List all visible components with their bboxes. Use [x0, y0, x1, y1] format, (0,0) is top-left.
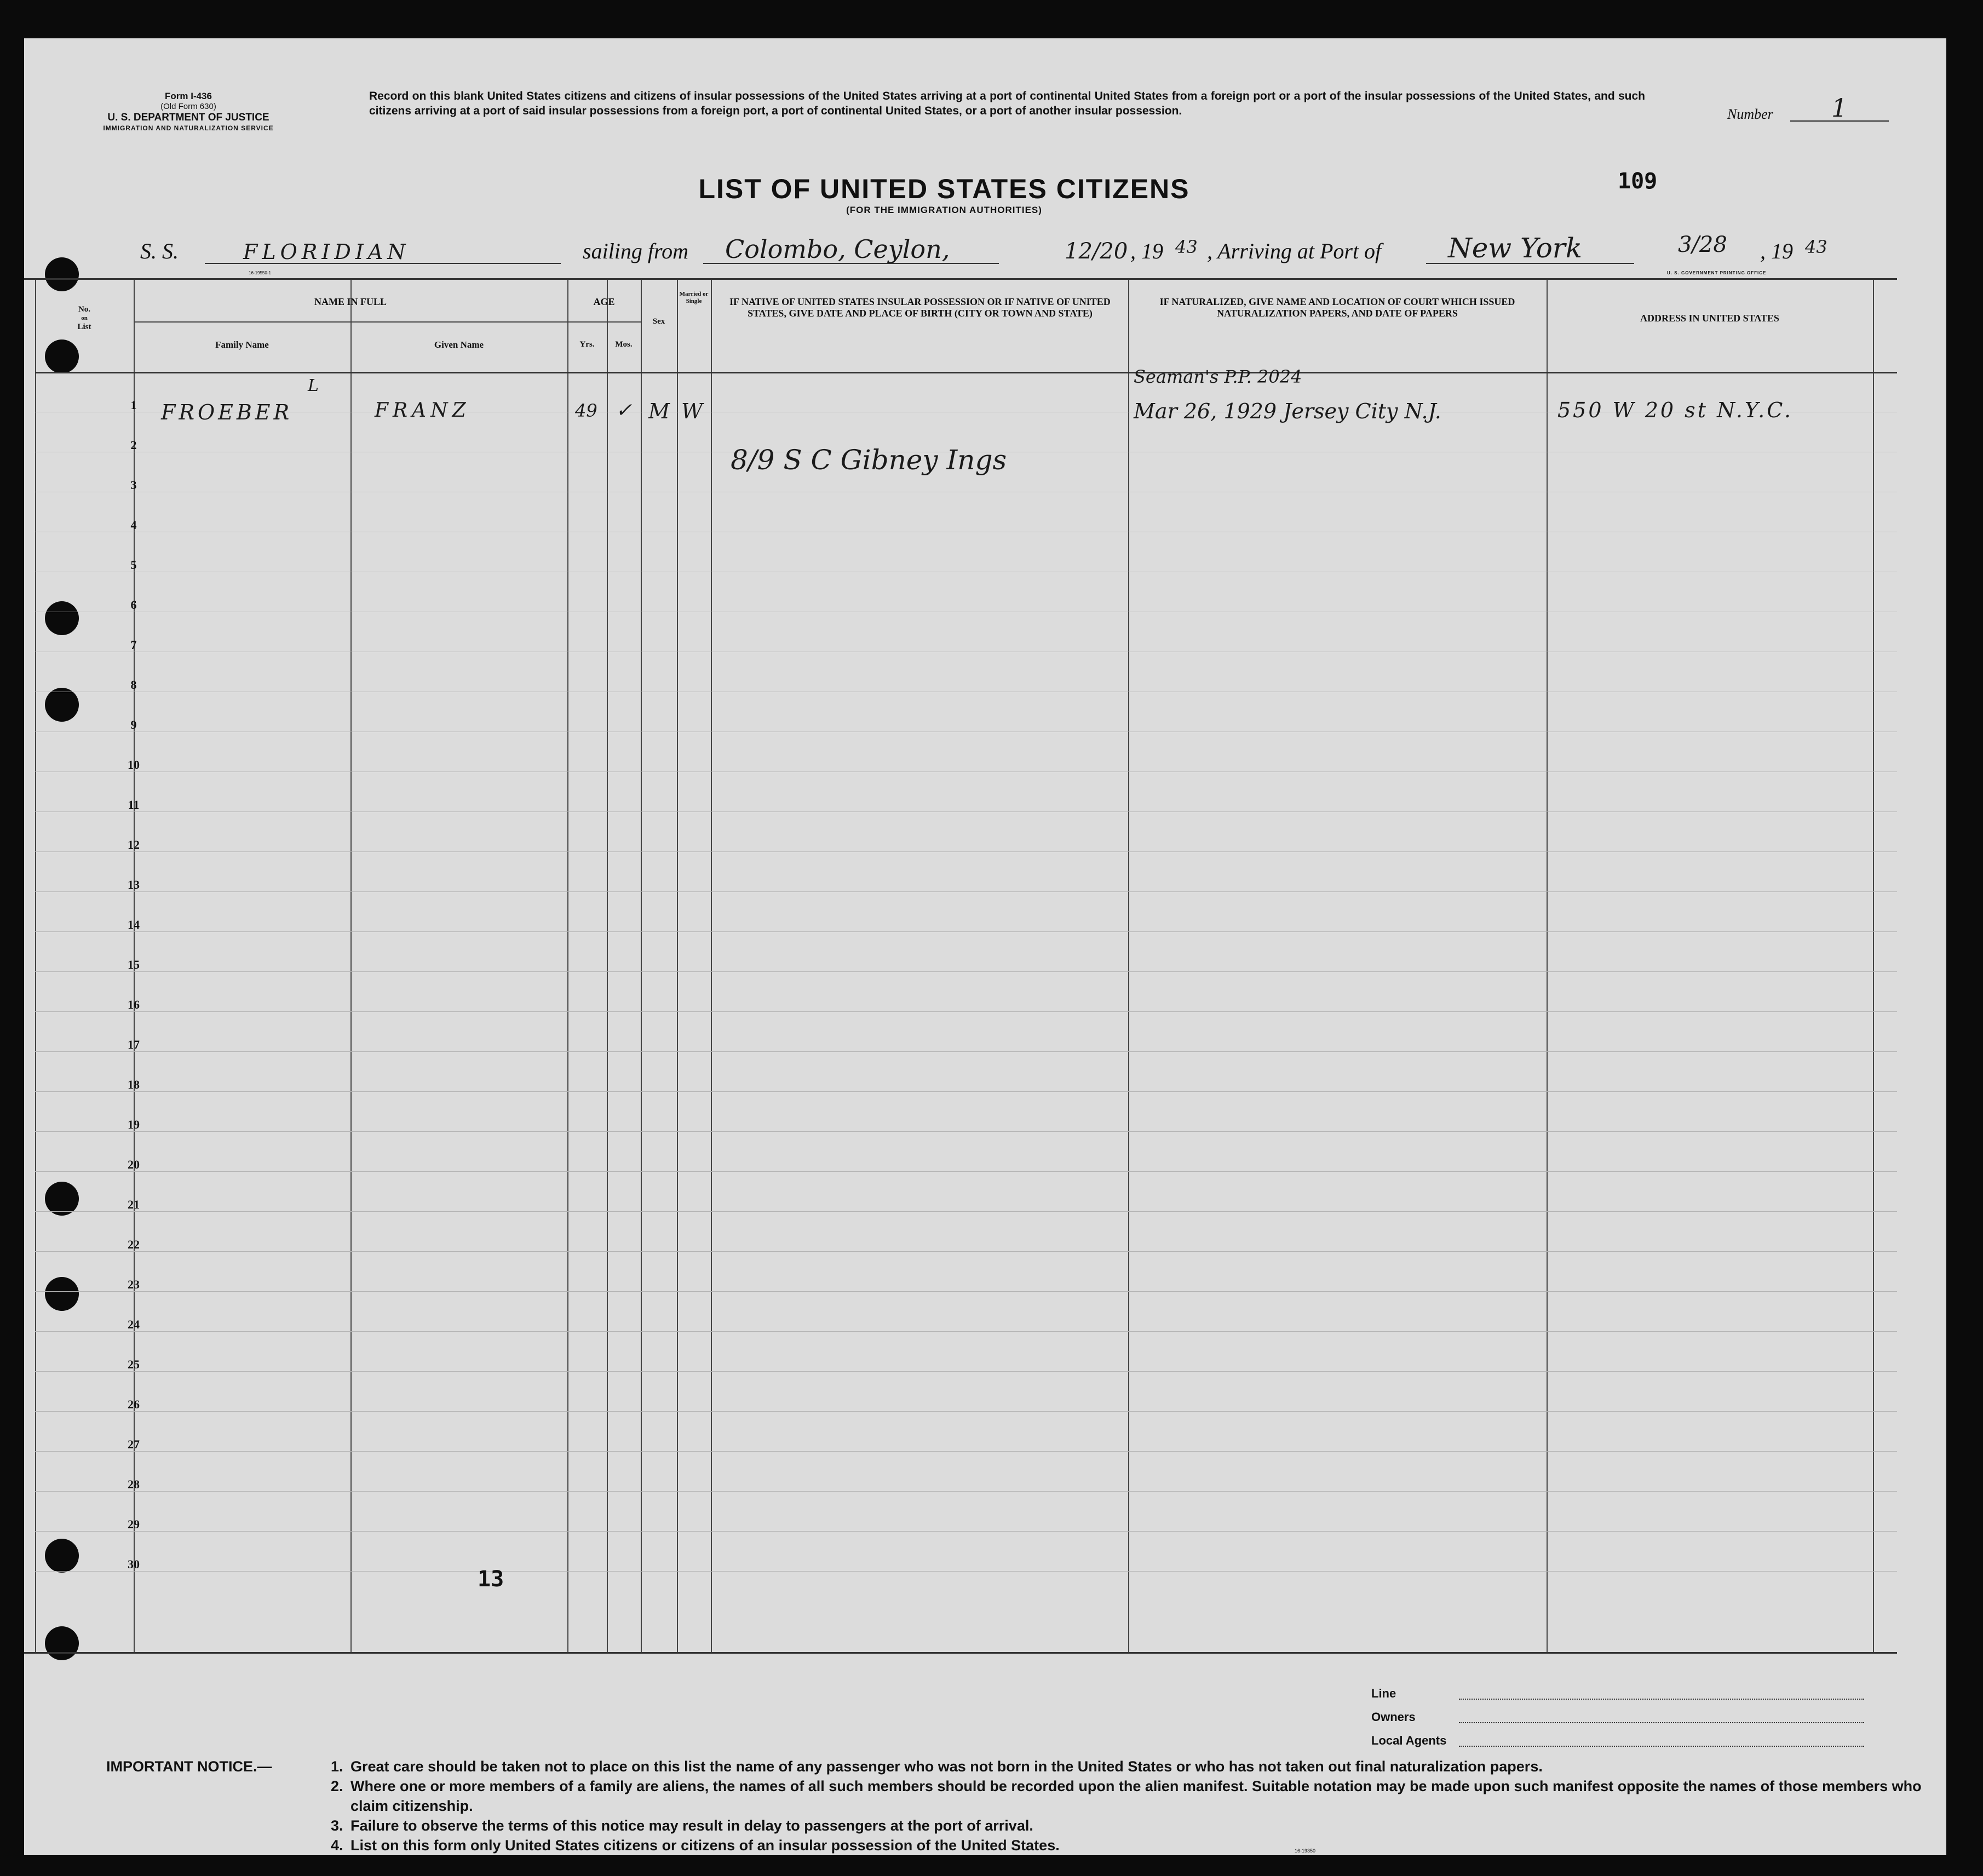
notice-item — [331, 1816, 1939, 1835]
col-naturalized: IF NATURALIZED, GIVE NAME AND LOCATION OF COURT WHICH ISSUED NATURALIZATION PAPERS, AND DATE OF PAPERS — [1159, 296, 1515, 319]
row-number: 10 — [128, 758, 140, 772]
entry-birth-note: 8/9 S C Gibney Ings — [731, 444, 1007, 476]
notice-heading: IMPORTANT NOTICE.— — [106, 1758, 272, 1775]
row-number: 9 — [130, 718, 137, 732]
row-number: 26 — [128, 1397, 140, 1411]
row-line — [35, 1131, 1897, 1132]
row-line — [35, 1411, 1897, 1412]
notice-item-text: Where one or more members of a family are aliens, the names of all such members should be recorded upon the alien manifest. Suitable notation may be made upon such manifest opposite the names of those members who claim citizenship. — [350, 1778, 1922, 1814]
entry-family-name: FROEBER — [161, 400, 293, 424]
row-number: 6 — [130, 598, 137, 612]
department: U. S. DEPARTMENT OF JUSTICE — [107, 112, 269, 124]
arriving-label: , Arriving at Port of — [1207, 239, 1382, 263]
row-number: 30 — [128, 1557, 140, 1571]
row-number: 25 — [128, 1357, 140, 1371]
printing-office: U. S. GOVERNMENT PRINTING OFFICE — [1667, 271, 1767, 275]
col-age-mos: Mos. — [615, 340, 633, 349]
entry-sex: M — [648, 399, 670, 423]
form-instructions: Record on this blank United States citizens and citizens of insular possessions of the United States arriving at a port of continental United States from a foreign port or a port of the insular possessions of the United States, and such citizens arriving at a port of said insular possessions from a foreign port, a port of continental United States, or a port of another insular possession. — [369, 90, 1645, 117]
entry-age-months: ✓ — [616, 399, 633, 422]
row-number: 11 — [128, 798, 140, 812]
sailing-year: 43 — [1175, 237, 1198, 257]
row-line — [35, 931, 1897, 932]
row-number: 28 — [128, 1477, 140, 1491]
notice-item — [331, 1835, 1939, 1855]
row-line — [35, 1571, 1897, 1572]
col-address: ADDRESS IN UNITED STATES — [1640, 313, 1779, 324]
notice-list — [331, 1757, 1939, 1855]
row-number: 2 — [130, 438, 137, 452]
notice-item-number: 2. — [331, 1778, 343, 1794]
entry-given-name: FRANZ — [375, 399, 470, 422]
row-number: 29 — [128, 1517, 140, 1531]
row-number: 18 — [128, 1078, 140, 1091]
row-number: 15 — [128, 958, 140, 971]
entry-married: W — [681, 399, 703, 423]
notice-item-number: 4. — [331, 1837, 343, 1854]
ship-name: FLORIDIAN — [243, 240, 410, 264]
number-label: Number — [1727, 106, 1773, 122]
row-number: 1 — [130, 398, 137, 412]
notice-item-text: Failure to observe the terms of this notice may result in delay to passengers at the port of arrival. — [350, 1817, 1033, 1834]
page-subtitle: (FOR THE IMMIGRATION AUTHORITIES) — [846, 205, 1042, 215]
notice-item — [331, 1776, 1939, 1816]
entry-naturalization-line1: Seaman's P.P. 2024 — [1134, 366, 1302, 387]
row-number: 17 — [128, 1038, 140, 1051]
row-number: 3 — [130, 478, 137, 492]
sailing-year-prefix: , 19 — [1130, 239, 1163, 263]
notice-item-text: Great care should be taken not to place on this list the name of any passenger who was not born in the United States or who has not taken out final naturalization papers. — [350, 1758, 1543, 1775]
row-number: 12 — [128, 838, 140, 851]
row-number: 13 — [128, 878, 140, 891]
notice-item-number: 3. — [331, 1817, 343, 1834]
arrival-port: New York — [1448, 232, 1582, 264]
row-number: 23 — [128, 1277, 140, 1291]
col-sex: Sex — [652, 317, 665, 326]
old-form-number: (Old Form 630) — [160, 102, 216, 112]
notice-item-text: List on this form only United States citizens or citizens of an insular possession of the United States. — [350, 1837, 1060, 1854]
service: IMMIGRATION AND NATURALIZATION SERVICE — [103, 124, 274, 133]
voyage-line — [24, 230, 1946, 268]
col-given-name: Given Name — [434, 339, 484, 350]
sailing-label: sailing from — [583, 239, 688, 263]
notice-item-number: 1. — [331, 1758, 343, 1775]
stamp-number: 109 — [1618, 169, 1658, 194]
arrival-year: 43 — [1805, 237, 1827, 257]
col-no: No. on List — [77, 305, 91, 331]
sheet-number: 1 — [1831, 93, 1848, 123]
row-line — [35, 1211, 1897, 1212]
row-number: 16 — [128, 998, 140, 1011]
ss-label: S. S. — [140, 239, 179, 263]
sailing-from: Colombo, Ceylon, — [725, 234, 950, 264]
page-title: LIST OF UNITED STATES CITIZENS — [698, 174, 1190, 204]
form-number: Form I-436 — [165, 91, 212, 101]
entry-naturalization-line2: Mar 26, 1929 Jersey City N.J. — [1134, 399, 1441, 423]
row-line — [35, 1091, 1897, 1092]
row-line — [35, 1531, 1897, 1532]
manifest-page: Form I-436 (Old Form 630) U. S. DEPARTMENT OF JUSTICE IMMIGRATION AND NATURALIZATION SERVICE Record on this blank United States citizens and citizens of insular possessions of the United States arriving at a port of continental United States from a foreign port or a port of the insular possessions of the United States, and such citizens arriving at a port of said insular possessions from a foreign port, a port of continental United States, or a port of another insular possession. Number 1 109 LIST OF UNITED STATES CITIZENS (FOR THE IMMIGRATION AUTHORITIES) S. S. FLORIDIAN sailing from Colombo, Ceylon, 12/20 , 19 43 , Arriving at Port of New York 3/28 , 19 43 16-19550-1 U. S. GOVERNMENT PRINTING OFFICE No. on List NAME IN FULL Family Name Given Name AGE Yrs. Mos. Sex Married or Single IF NATIVE OF UNITED STATES INSULAR POSSESSION OR IF NATIVE OF UNITED STATES, GIVE DATE AND PLACE OF BIRTH (CITY OR TOWN AND STATE) IF NATURALIZED, GIVE NAME AND LOCATION OF COURT WHICH ISSUED NATURALIZATION PAPERS, AND DATE OF PAPERS ADDRESS IN UNITED STATES 1 2 3 4 5 6 7 8 9 10 11 12 13 14 15 16 17 18 19 20 21 22 23 24 25 26 27 28 29 30 FROEBER L FRANZ 49 ✓ M W 8/9 S C Gibney Ings Seaman's P.P. 2024 Mar 26, 1929 Jersey City N.J. 550 W 20 st N.Y.C. 13 Line Owners Local Agents IMPORTANT NOTICE.— 1. Great care should be taken not to place on this list the name of any passenger who was not born in the United States or who has not taken out final naturalization papers. 2. Where one or more members of a family are aliens, the names of all such members should be recorded upon the alien manifest. Suitable notation may be made upon such manifest opposite the names of those members who claim citizenship. 3. Failure to observe the terms of this notice may result in delay to passengers at the port of arrival. 4. List on this form only United States citizens or citizens of an insular possession of the United States. 16-19350 — [24, 38, 1946, 1855]
row-line — [35, 1331, 1897, 1332]
col-family-name: Family Name — [215, 339, 269, 350]
row-number: 14 — [128, 918, 140, 931]
row-line — [35, 1291, 1897, 1292]
entry-age-years: 49 — [575, 400, 597, 421]
col-name-in-full: NAME IN FULL — [314, 296, 387, 307]
form-identifier — [73, 91, 303, 133]
row-line — [35, 1371, 1897, 1372]
row-number: 7 — [130, 638, 137, 652]
row-number: 20 — [128, 1158, 140, 1171]
page-count-mark: 13 — [478, 1567, 504, 1592]
form-code: 16-19550-1 — [249, 271, 271, 275]
row-line — [35, 1171, 1897, 1172]
row-number: 5 — [130, 558, 137, 572]
entry-family-name-correction: L — [308, 376, 319, 395]
arrival-date: 3/28 — [1678, 232, 1727, 257]
col-married: Married or Single — [679, 291, 709, 304]
row-number: 27 — [128, 1437, 140, 1451]
citizens-table — [24, 278, 1897, 1654]
row-line — [35, 1491, 1897, 1492]
row-line — [35, 1451, 1897, 1452]
row-number: 21 — [128, 1198, 140, 1211]
col-age-yrs: Yrs. — [579, 340, 595, 349]
col-age: AGE — [593, 296, 615, 307]
notice-item — [331, 1757, 1939, 1776]
row-number: 19 — [128, 1118, 140, 1131]
row-line — [35, 1251, 1897, 1252]
sailing-date: 12/20 — [1065, 239, 1128, 264]
col-birth: IF NATIVE OF UNITED STATES INSULAR POSSESSION OR IF NATIVE OF UNITED STATES, GIVE DATE AND PLACE OF BIRTH (CITY OR TOWN AND STATE) — [729, 296, 1111, 319]
row-number: 4 — [130, 518, 137, 532]
row-line — [35, 971, 1897, 972]
row-number: 24 — [128, 1317, 140, 1331]
notice-ref: 16-19350 — [1295, 1848, 1316, 1854]
row-line — [35, 891, 1897, 892]
row-number: 22 — [128, 1238, 140, 1251]
row-line — [35, 851, 1897, 852]
row-line — [35, 1011, 1897, 1012]
entry-address: 550 W 20 st N.Y.C. — [1557, 398, 1793, 422]
arrival-year-prefix: , 19 — [1760, 239, 1793, 263]
row-number: 8 — [130, 678, 137, 692]
row-line — [35, 1051, 1897, 1052]
